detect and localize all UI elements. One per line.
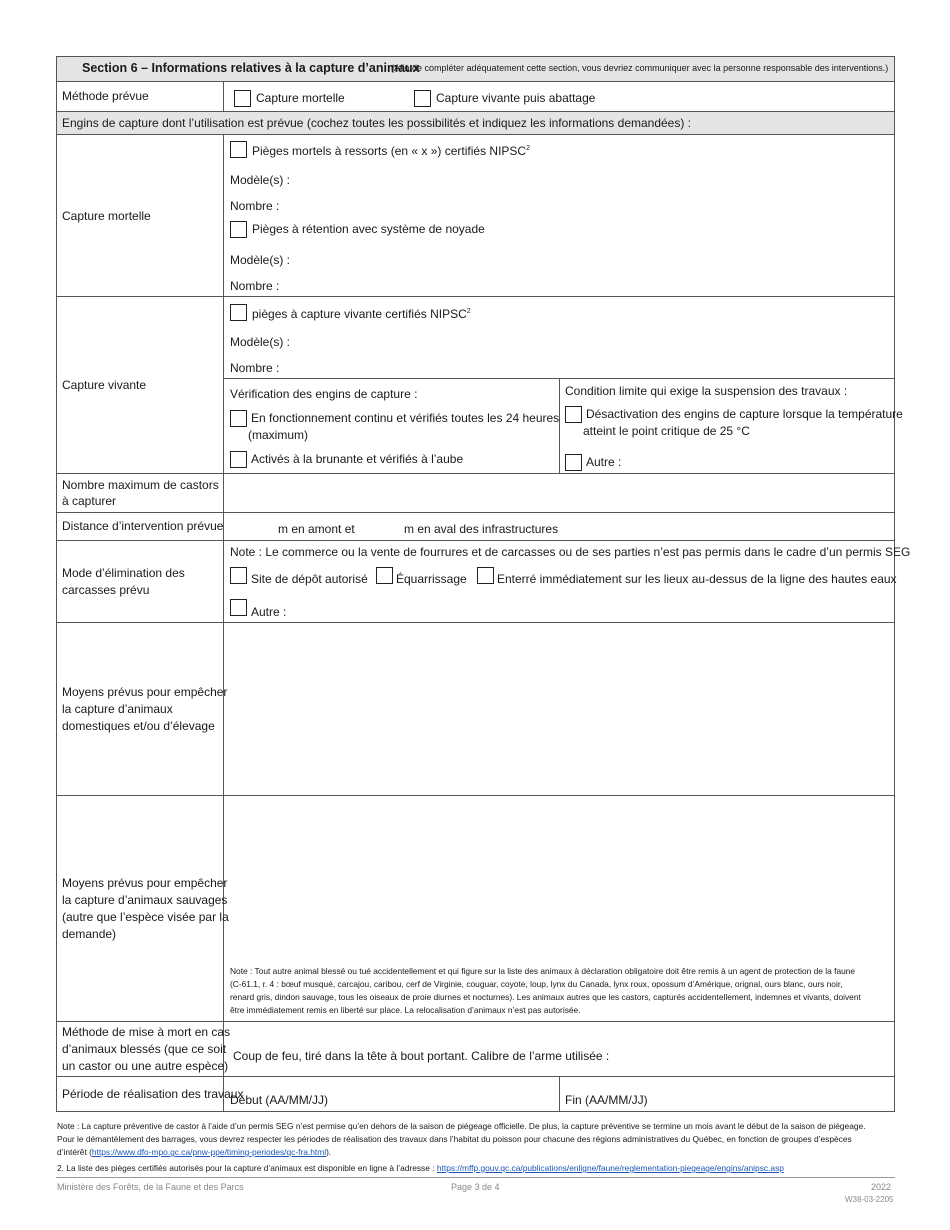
domestiques-field[interactable] [224,623,894,795]
table-line [223,81,224,112]
nombre-label: Nombre : [230,279,280,293]
capture-mortelle-label: Capture mortelle [62,209,151,223]
distance-amont-text: m en amont et [278,522,355,536]
section-note: (Afin de compléter adéquatement cette section, vous devriez communiquer avec la personne responsable des interventions.) [391,63,889,73]
pieges-vivants-checkbox[interactable] [230,304,247,321]
sauvages-note-line1: Note : Tout autre animal blessé ou tué accidentellement et qui figure sur la liste des animaux à déclaration obligatoire doit être remis à un agent de protection de la faune [230,966,856,976]
elimination-line1: Mode d’élimination des [62,566,185,580]
mffp-link[interactable]: https://mffp.gouv.qc.ca/publications/enligne/faune/reglementation-piegeage/engins/anipsc.asp [436,1163,784,1173]
footer-divider [56,1177,895,1178]
table-line [56,81,895,82]
mise-a-mort-line1: Méthode de mise à mort en cas [62,1025,231,1039]
pieges-mortels-label [252,141,530,159]
footer-year: 2022 [871,1182,892,1192]
debut-field[interactable] [325,1080,555,1108]
sauvages-note-line3: renard gris, dindon sauvage, tous les oiseaux de proie diurnes et nocturnes). Les animaux autres que les castors, capturés accidentellement, indemnes et vivants, doivent [230,992,861,1002]
note1-line2: Pour le démantèlement des barrages, vous devrez respecter les périodes de réalisation des travaux dans l’habitat du poisson pour chacune des régions administratives du Québec, en fonction de groupes d’espèces [57,1134,852,1144]
table-line [56,56,895,57]
footer-page: Page 3 de 4 [451,1182,500,1192]
sauvages-line3: (autre que l’espèce visée par la [62,910,229,924]
verif-continu-checkbox[interactable] [230,410,247,427]
condition-label: Condition limite qui exige la suspension des travaux : [565,384,848,398]
modeles-label: Modèle(s) : [230,335,291,349]
calibre-field[interactable] [588,1044,888,1066]
fin-label: Fin (AA/MM/JJ) [565,1093,648,1107]
methode-label: Méthode prévue [62,89,149,103]
nombre-label: Nombre : [230,361,280,375]
sauvages-line2: la capture d’animaux sauvages [62,893,228,907]
note2-pre: 2. La liste des pièges certifiés autorisés pour la capture d’animaux est disponible en ligne à l’adresse : [57,1163,437,1173]
sauvages-line1: Moyens prévus pour empêcher [62,876,228,890]
elimination-note: Note : Le commerce ou la vente de fourrures et de carcasses ou de ses parties n’est pas permis dans le cadre d’un permis SEG [230,545,911,559]
footnote-ref: 2 [526,145,530,152]
modeles-label: Modèle(s) : [230,253,291,267]
methode-capture-mortelle-checkbox[interactable] [234,90,251,107]
pieges-retention-checkbox[interactable] [230,221,247,238]
table-line [56,1111,895,1112]
table-line [56,134,895,135]
modeles-label: Modèle(s) : [230,173,291,187]
sauvages-note-line4: être immédiatement remis en liberté sur place. La relocalisation d’animaux n’est pas autorisée. [230,1005,581,1015]
capture-vivante-label: Capture vivante [62,378,147,392]
domestiques-line3: domestiques et/ou d’élevage [62,719,215,733]
engins-header: Engins de capture dont l’utilisation est prévue (cochez toutes les possibilités et indiquez les informations demandées) : [62,116,692,130]
sauvages-line4: demande) [62,927,117,941]
distance-aval-text: m en aval des infrastructures [404,522,559,536]
dfo-link[interactable]: https://www.dfo-mpo.gc.ca/pnw-ppe/timing-periodes/qc-fra.html [91,1147,327,1157]
enterre-checkbox[interactable] [477,567,494,584]
cond-desactivation-line1: Désactivation des engins de capture lorsque la température [586,407,903,421]
table-line [56,1076,895,1077]
nombre-max-line1: Nombre maximum de castors [62,478,219,492]
verif-brunante-label: Activés à la brunante et vérifiés à l’aube [251,452,464,466]
note1-line3 [57,1146,331,1159]
domestiques-line1: Moyens prévus pour empêcher [62,685,228,699]
cond-autre-label: Autre : [586,455,622,469]
footer-ministry: Ministère des Forêts, de la Faune et des Parcs [57,1182,244,1192]
table-line [559,378,560,474]
domestiques-line2: la capture d’animaux [62,702,173,716]
fin-field[interactable] [645,1080,890,1108]
cond-desactivation-line2: atteint le point critique de 25 °C [583,424,750,438]
distance-label: Distance d’intervention prévue [62,519,224,533]
table-line [56,296,895,297]
mise-a-mort-value: Coup de feu, tiré dans la tête à bout portant. Calibre de l’arme utilisée : [233,1049,610,1063]
elimination-autre-label: Autre : [251,605,287,619]
cond-autre-checkbox[interactable] [565,454,582,471]
mise-a-mort-line3: un castor ou une autre espèce) [62,1059,229,1073]
note1-line3-pre: d’intérêt ( [57,1147,92,1157]
periode-label: Période de réalisation des travaux [62,1087,244,1101]
cond-desactivation-checkbox[interactable] [565,406,582,423]
methode-capture-mortelle-label: Capture mortelle [256,91,345,105]
section-title: Section 6 – Informations relatives à la capture d’animaux [82,61,420,75]
methode-capture-vivante-checkbox[interactable] [414,90,431,107]
pieges-retention-label: Pièges à rétention avec système de noyade [252,222,485,236]
verif-continu-line2: (maximum) [248,428,308,442]
note2 [57,1162,784,1175]
elimination-line2: carcasses prévu [62,583,150,597]
distance-amont-field[interactable] [228,515,274,537]
sauvages-field[interactable] [224,796,894,962]
verif-brunante-checkbox[interactable] [230,451,247,468]
sauvages-note-line2: (C-61.1, r. 4 : bœuf musqué, carcajou, caribou, cerf de Virginie, couguar, coyote, loup, lynx du Canada, lynx roux, opossum d’Amérique, orignal, ours blanc, ours noir, [230,979,843,989]
table-line [56,540,895,541]
distance-aval-field[interactable] [354,515,400,537]
footnote-ref: 2 [466,308,471,315]
table-line [56,56,57,1112]
equarrissage-label: Équarrissage [396,572,467,586]
pieges-vivants-label [252,304,471,322]
site-depot-label: Site de dépôt autorisé [251,572,368,586]
note1-line1: Note : La capture préventive de castor à l’aide d’un permis SEG n’est permise qu’en dehors de la saison de piégeage officielle. De plus, la capture préventive se termine un mois avant le début de la saison de piégeage. [57,1121,866,1131]
nombre-label: Nombre : [230,199,280,213]
equarrissage-checkbox[interactable] [376,567,393,584]
methode-capture-vivante-label: Capture vivante puis abattage [436,91,596,105]
note1-line3-post: ). [326,1147,332,1157]
table-line [559,1076,560,1112]
pieges-mortels-checkbox[interactable] [230,141,247,158]
site-depot-checkbox[interactable] [230,567,247,584]
pieges-mortels-text: Pièges mortels à ressorts (en « x ») certifiés NIPSC [252,144,527,158]
pieges-vivants-text: pièges à capture vivante certifiés NIPSC [252,307,467,321]
nombre-max-field[interactable] [224,474,894,512]
footer-code: W38-03-2205 [845,1195,894,1204]
debut-label: Début (AA/MM/JJ) [230,1093,329,1107]
verif-continu-line1: En fonctionnement continu et vérifiés toutes les 24 heures [251,411,560,425]
table-line [56,111,895,112]
enterre-label: Enterré immédiatement sur les lieux au-dessus de la ligne des hautes eaux [497,572,897,586]
table-line [56,1021,895,1022]
table-line [56,512,895,513]
mise-a-mort-line2: d’animaux blessés (que ce soit [62,1042,227,1056]
elimination-autre-checkbox[interactable] [230,599,247,616]
nombre-max-line2: à capturer [62,494,117,508]
verification-label: Vérification des engins de capture : [230,387,418,401]
